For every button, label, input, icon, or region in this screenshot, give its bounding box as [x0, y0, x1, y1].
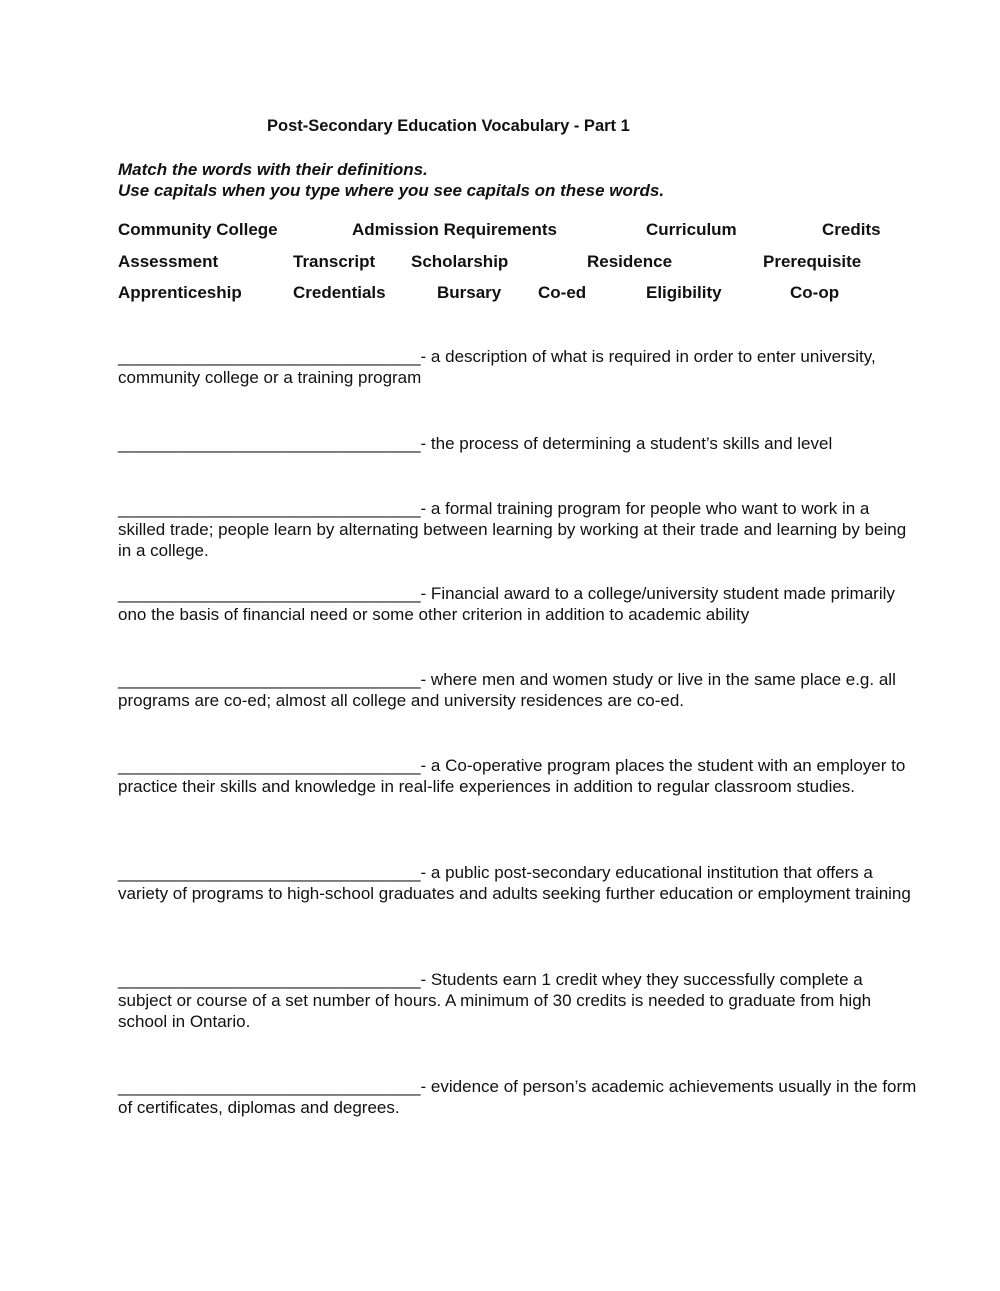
page-title: Post-Secondary Education Vocabulary - Part 1 — [267, 117, 630, 135]
definition-item — [118, 755, 918, 797]
word-bank-item: Co-ed — [538, 283, 587, 302]
definition-text: - Financial award to a college/university student made primarily ono the basis of financial need or some other criterion in addition to academic ability — [118, 584, 895, 624]
answer-blank[interactable]: ________________________________ — [118, 670, 421, 689]
word-bank-item: Admission Requirements — [352, 220, 557, 239]
answer-blank[interactable]: ________________________________ — [118, 347, 421, 366]
instruction-line: Match the words with their definitions. — [118, 160, 428, 179]
definition-text: - a Co-operative program places the student with an employer to practice their skills and knowledge in real-life experiences in addition to regular classroom studies. — [118, 756, 906, 796]
definition-item — [118, 498, 918, 561]
answer-blank[interactable]: ________________________________ — [118, 584, 421, 603]
answer-blank[interactable]: ________________________________ — [118, 756, 421, 775]
word-bank-item: Credits — [822, 220, 881, 239]
definition-text: - a public post-secondary educational institution that offers a variety of programs to high-school graduates and adults seeking further education or employment training — [118, 863, 911, 903]
definition-item — [118, 862, 918, 904]
definition-item — [118, 433, 918, 454]
word-bank-item: Eligibility — [646, 283, 722, 302]
definition-item — [118, 346, 918, 388]
definition-text: - Students earn 1 credit whey they successfully complete a subject or course of a set number of hours. A minimum of 30 credits is needed to graduate from high school in Ontario. — [118, 970, 872, 1031]
answer-blank[interactable]: ________________________________ — [118, 1077, 421, 1096]
answer-blank[interactable]: ________________________________ — [118, 499, 421, 518]
word-bank-item: Credentials — [293, 283, 386, 302]
answer-blank[interactable]: ________________________________ — [118, 863, 421, 882]
word-bank-item: Prerequisite — [763, 252, 862, 271]
definition-text: - a formal training program for people who want to work in a skilled trade; people learn by alternating between learning by working at their trade and learning by being in a college. — [118, 499, 907, 560]
definition-text: - evidence of person’s academic achievements usually in the form of certificates, diplomas and degrees. — [118, 1077, 917, 1117]
instruction-line: Use capitals when you type where you see capitals on these words. — [118, 181, 665, 200]
definition-text: - the process of determining a student’s skills and level — [420, 434, 833, 453]
word-bank-item: Co-op — [790, 283, 840, 302]
word-bank-item: Residence — [587, 252, 673, 271]
definition-text: - where men and women study or live in the same place e.g. all programs are co-ed; almost all college and university residences are co-ed. — [118, 670, 896, 710]
word-bank-item: Assessment — [118, 252, 219, 271]
definition-text: - a description of what is required in order to enter university, community college or a training program — [118, 347, 876, 387]
definition-item — [118, 969, 918, 1032]
word-bank-item: Scholarship — [411, 252, 509, 271]
word-bank-item: Transcript — [293, 252, 376, 271]
word-bank-item: Bursary — [437, 283, 502, 302]
definition-item — [118, 1076, 918, 1118]
word-bank-item: Community College — [118, 220, 278, 239]
word-bank-item: Apprenticeship — [118, 283, 242, 302]
definition-item — [118, 669, 918, 711]
answer-blank[interactable]: ________________________________ — [118, 434, 421, 453]
instructions — [118, 159, 664, 201]
word-bank-item: Curriculum — [646, 220, 737, 239]
answer-blank[interactable]: ________________________________ — [118, 970, 421, 989]
definition-item — [118, 583, 918, 625]
